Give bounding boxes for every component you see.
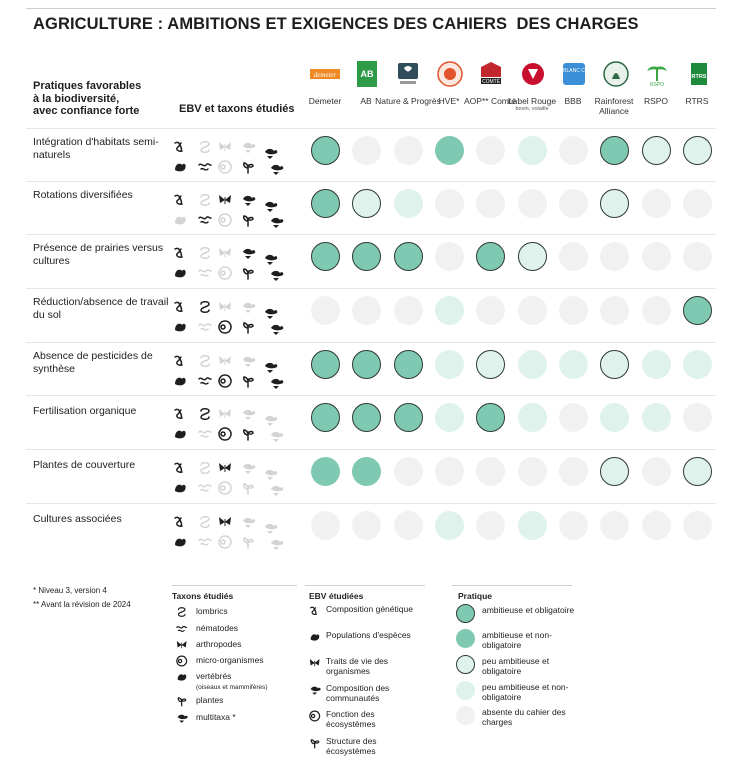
- multitaxa-icon: [269, 376, 285, 390]
- butterfly-icon: [218, 300, 234, 314]
- practice-cell: [476, 350, 505, 379]
- practice-cell: [394, 403, 423, 432]
- practice-cell: [642, 403, 671, 432]
- multitaxa-icon: [269, 268, 285, 282]
- practice-cell: [394, 457, 423, 486]
- ecosystem-function-icon: [309, 709, 325, 723]
- ecosystem-structure-icon: [309, 736, 325, 750]
- practice-cell: [559, 350, 588, 379]
- column-header-label: Demeter: [308, 96, 342, 106]
- practice-cell: [435, 189, 464, 218]
- practices-heading-line: à la biodiversité,: [33, 92, 120, 105]
- footnote: ** Avant la révision de 2024: [33, 600, 131, 609]
- multitaxa-icon: [241, 354, 257, 368]
- multitaxa-icon: [241, 407, 257, 421]
- species-populations-icon: [173, 266, 189, 280]
- taxons-legend-title: Taxons étudiés: [172, 591, 234, 601]
- practice-cell: [683, 403, 712, 432]
- ebv-legend-label: Populations d'espèces: [326, 630, 411, 640]
- practice-cell: [476, 242, 505, 271]
- butterfly-icon: [218, 515, 234, 529]
- rspo-logo-icon: [644, 60, 670, 88]
- microorganism-icon: [218, 427, 234, 441]
- practices-heading-line: Pratiques favorables: [33, 80, 142, 92]
- practice-cell: [518, 136, 547, 165]
- practice-legend-swatch: [456, 604, 475, 623]
- worm-icon: [198, 300, 214, 314]
- practice-cell: [435, 403, 464, 432]
- species-populations-icon: [173, 374, 189, 388]
- microorganism-icon: [218, 320, 234, 334]
- genetic-composition-icon: [173, 407, 189, 421]
- multitaxa-icon: [269, 215, 285, 229]
- practice-cell: [683, 511, 712, 540]
- ebv-legend-label: Traits de vie des organismes: [326, 656, 389, 676]
- column-header-label: AOP** Comté: [464, 96, 516, 106]
- practice-cell: [435, 136, 464, 165]
- row-divider: [26, 181, 716, 182]
- multitaxa-icon: [263, 521, 279, 535]
- legend-divider: [172, 585, 297, 586]
- row-label: Présence de prairies versus cultures: [33, 242, 164, 267]
- multitaxa-icon: [241, 300, 257, 314]
- practice-legend-label: absente du cahier des charges: [482, 707, 566, 727]
- practice-cell: [352, 350, 381, 379]
- practices-heading-line: avec confiance forte: [33, 105, 140, 117]
- nature-progres-logo-icon: [395, 60, 421, 88]
- practice-cell: [559, 511, 588, 540]
- practice-cell: [435, 296, 464, 325]
- ebv-legend-label: Structure des écosystèmes: [326, 736, 377, 756]
- nematode-icon: [198, 427, 214, 441]
- taxon-legend-label: vertébrés (oiseaux et mammifères): [196, 671, 268, 691]
- multitaxa-icon: [241, 140, 257, 154]
- top-rule: [26, 8, 716, 9]
- practice-cell: [683, 189, 712, 218]
- bbb-logo-text: BLEU BLANC COEUR: [548, 68, 600, 74]
- butterfly-icon: [218, 193, 234, 207]
- butterfly-icon: [218, 461, 234, 475]
- practice-cell: [476, 403, 505, 432]
- practice-cell: [642, 136, 671, 165]
- multitaxa-icon: [263, 360, 279, 374]
- plant-icon: [241, 213, 257, 227]
- practice-cell: [642, 350, 671, 379]
- ebv-legend-title: EBV étudiées: [309, 591, 364, 601]
- multitaxa-icon: [263, 252, 279, 266]
- multitaxa-icon: [241, 246, 257, 260]
- practice-cell: [518, 457, 547, 486]
- multitaxa-icon: [263, 146, 279, 160]
- multitaxa-icon: [241, 515, 257, 529]
- demeter-logo-icon: [312, 60, 338, 88]
- practice-cell: [559, 403, 588, 432]
- plant-icon: [241, 481, 257, 495]
- practice-legend-swatch: [456, 706, 475, 725]
- multitaxa-icon: [241, 193, 257, 207]
- multitaxa-icon: [241, 461, 257, 475]
- practice-cell: [394, 189, 423, 218]
- nematode-icon: [198, 535, 214, 549]
- multitaxa-icon: [263, 199, 279, 213]
- ebv-heading: EBV et taxons étudiés: [179, 103, 295, 115]
- row-label: Fertilisation organique: [33, 405, 137, 417]
- practice-cell: [352, 136, 381, 165]
- taxon-legend-label: plantes: [196, 695, 224, 705]
- practice-cell: [435, 242, 464, 271]
- multitaxa-icon: [263, 306, 279, 320]
- taxon-legend-label: micro-organismes: [196, 655, 264, 665]
- worm-icon: [198, 193, 214, 207]
- rainforest-alliance-logo-icon: [603, 60, 629, 88]
- taxon-legend-sub: (oiseaux et mammifères): [196, 684, 268, 691]
- multitaxa-icon: [269, 483, 285, 497]
- practice-cell: [642, 511, 671, 540]
- row-divider: [26, 288, 716, 289]
- microorganism-icon: [218, 213, 234, 227]
- multitaxa-icon: [176, 711, 192, 725]
- practice-cell: [642, 242, 671, 271]
- row-divider: [26, 342, 716, 343]
- species-populations-icon: [173, 535, 189, 549]
- comte-logo-text: COMTÉ: [481, 79, 501, 85]
- plant-icon: [241, 266, 257, 280]
- genetic-composition-icon: [173, 246, 189, 260]
- practice-cell: [435, 350, 464, 379]
- practice-cell: [394, 296, 423, 325]
- microorganism-icon: [218, 266, 234, 280]
- species-populations-icon: [173, 481, 189, 495]
- plant-icon: [176, 694, 192, 708]
- practice-cell: [476, 296, 505, 325]
- genetic-composition-icon: [173, 193, 189, 207]
- plant-icon: [241, 374, 257, 388]
- practice-cell: [352, 403, 381, 432]
- practice-cell: [518, 511, 547, 540]
- practice-cell: [435, 457, 464, 486]
- column-header-label: AB: [360, 96, 372, 106]
- multitaxa-icon: [263, 467, 279, 481]
- practice-cell: [642, 189, 671, 218]
- practice-cell: [311, 403, 340, 432]
- practice-cell: [394, 242, 423, 271]
- practice-cell: [518, 403, 547, 432]
- practice-legend-title: Pratique: [458, 591, 493, 601]
- practice-legend-label: ambitieuse et obligatoire: [482, 605, 575, 615]
- taxon-legend-label: multitaxa *: [196, 712, 236, 722]
- community-composition-icon: [309, 683, 325, 697]
- practice-legend-swatch: [456, 681, 475, 700]
- row-divider: [26, 449, 716, 450]
- practice-cell: [683, 242, 712, 271]
- label-rouge-logo-icon: [520, 60, 546, 88]
- genetic-composition-icon: [173, 515, 189, 529]
- microorganism-icon: [218, 535, 234, 549]
- practice-cell: [559, 136, 588, 165]
- butterfly-icon: [218, 140, 234, 154]
- page-title: AGRICULTURE : AMBITIONS ET EXIGENCES DES CAHIERS DES CHARGES: [33, 15, 639, 33]
- practice-cell: [600, 189, 629, 218]
- genetic-composition-icon: [173, 140, 189, 154]
- practice-cell: [683, 350, 712, 379]
- row-label: Cultures associées: [33, 513, 122, 525]
- column-header: [662, 96, 732, 106]
- genetic-composition-icon: [173, 461, 189, 475]
- worm-icon: [198, 407, 214, 421]
- ebv-legend-label: Fonction des écosystèmes: [326, 709, 376, 729]
- row-divider: [26, 234, 716, 235]
- species-populations-icon: [173, 213, 189, 227]
- row-label: Rotations diversifiées: [33, 189, 133, 201]
- column-header-label: Rainforest Alliance: [594, 96, 634, 116]
- practice-cell: [311, 189, 340, 218]
- multitaxa-icon: [269, 537, 285, 551]
- plant-icon: [241, 427, 257, 441]
- practice-cell: [600, 242, 629, 271]
- plant-icon: [241, 320, 257, 334]
- plant-icon: [241, 160, 257, 174]
- bird-icon: [176, 670, 192, 684]
- microorganism-icon: [218, 481, 234, 495]
- ebv-legend-label: Composition génétique: [326, 604, 413, 614]
- practice-legend-label: peu ambitieuse et obligatoire: [482, 656, 550, 676]
- ebv-legend-label: Composition des communautés: [326, 683, 390, 703]
- practice-cell: [600, 350, 629, 379]
- practice-cell: [642, 457, 671, 486]
- microorganism-icon: [218, 160, 234, 174]
- practice-cell: [311, 242, 340, 271]
- practice-cell: [476, 511, 505, 540]
- practice-cell: [394, 350, 423, 379]
- comte-logo-icon: [478, 60, 504, 88]
- row-label: Absence de pesticides de synthèse: [33, 350, 153, 375]
- column-header-label: RSPO: [643, 96, 669, 106]
- practice-cell: [435, 511, 464, 540]
- legend-divider: [305, 585, 425, 586]
- row-label: Intégration d'habitats semi-naturels: [33, 136, 159, 161]
- practice-cell: [683, 296, 712, 325]
- practice-cell: [352, 242, 381, 271]
- practice-legend-swatch: [456, 629, 475, 648]
- life-traits-icon: [309, 656, 325, 670]
- nematode-icon: [198, 266, 214, 280]
- row-divider: [26, 395, 716, 396]
- practice-cell: [352, 296, 381, 325]
- species-populations-icon: [309, 630, 325, 644]
- practice-cell: [642, 296, 671, 325]
- genetic-composition-icon: [173, 354, 189, 368]
- practice-cell: [518, 189, 547, 218]
- practice-cell: [352, 189, 381, 218]
- microorganism-icon: [176, 654, 192, 668]
- column-header-label: Label Rouge: [507, 96, 557, 106]
- worm-icon: [176, 605, 192, 619]
- plant-icon: [241, 535, 257, 549]
- row-divider: [26, 128, 716, 129]
- butterfly-icon: [218, 246, 234, 260]
- practice-cell: [476, 136, 505, 165]
- row-divider: [26, 503, 716, 504]
- column-header-label: HVE*: [438, 96, 460, 106]
- practice-cell: [559, 296, 588, 325]
- multitaxa-icon: [263, 413, 279, 427]
- rspo-logo-text: RSPO: [649, 82, 665, 88]
- practice-legend-label: peu ambitieuse et non-obligatoire: [482, 682, 569, 702]
- multitaxa-icon: [269, 162, 285, 176]
- butterfly-icon: [218, 407, 234, 421]
- worm-icon: [198, 354, 214, 368]
- footnote: * Niveau 3, version 4: [33, 586, 107, 595]
- practice-cell: [311, 136, 340, 165]
- species-populations-icon: [173, 427, 189, 441]
- practice-cell: [311, 511, 340, 540]
- taxon-legend-label: arthropodes: [196, 639, 242, 649]
- column-header-label: BBB: [564, 96, 582, 106]
- hve-logo-icon: [437, 60, 463, 88]
- practice-cell: [476, 457, 505, 486]
- practice-cell: [600, 296, 629, 325]
- rtrs-logo-text: RTRS: [691, 74, 707, 80]
- nematode-icon: [198, 160, 214, 174]
- butterfly-icon: [218, 354, 234, 368]
- practice-cell: [559, 457, 588, 486]
- practice-cell: [683, 136, 712, 165]
- multitaxa-icon: [269, 429, 285, 443]
- practice-cell: [559, 189, 588, 218]
- worm-icon: [198, 515, 214, 529]
- practice-cell: [311, 350, 340, 379]
- ab-logo-text: AB: [360, 69, 374, 79]
- nematode-icon: [198, 213, 214, 227]
- practice-legend-label: ambitieuse et non-obligatoire: [482, 630, 552, 650]
- practice-cell: [352, 457, 381, 486]
- practice-cell: [600, 136, 629, 165]
- butterfly-icon: [176, 638, 192, 652]
- row-label: Réduction/absence de travail du sol: [33, 296, 169, 321]
- worm-icon: [198, 140, 214, 154]
- practice-legend-swatch: [456, 655, 475, 674]
- row-label: Plantes de couverture: [33, 459, 136, 471]
- practice-cell: [600, 403, 629, 432]
- microorganism-icon: [218, 374, 234, 388]
- practice-cell: [311, 457, 340, 486]
- taxon-legend-label: nématodes: [196, 623, 239, 633]
- worm-icon: [198, 246, 214, 260]
- column-header-sub: bovin, volaille: [515, 106, 549, 112]
- taxon-legend-label: lombrics: [196, 606, 228, 616]
- practice-cell: [518, 296, 547, 325]
- practice-cell: [518, 350, 547, 379]
- multitaxa-icon: [269, 322, 285, 336]
- practice-cell: [476, 189, 505, 218]
- practice-cell: [600, 457, 629, 486]
- bbb-logo-icon: [548, 60, 600, 88]
- practice-cell: [394, 136, 423, 165]
- worm-icon: [198, 461, 214, 475]
- practice-cell: [683, 457, 712, 486]
- ab-logo-icon: [354, 60, 380, 88]
- practice-cell: [518, 242, 547, 271]
- practice-cell: [559, 242, 588, 271]
- genetic-composition-icon: [309, 604, 325, 618]
- practice-cell: [394, 511, 423, 540]
- legend-divider: [452, 585, 572, 586]
- nematode-icon: [198, 481, 214, 495]
- practice-cell: [352, 511, 381, 540]
- nematode-icon: [176, 622, 192, 636]
- demeter-logo-text: demeter: [313, 71, 337, 79]
- column-header-label: Nature & Progrès: [375, 96, 441, 106]
- species-populations-icon: [173, 160, 189, 174]
- column-header-label: RTRS: [685, 96, 709, 106]
- practice-cell: [311, 296, 340, 325]
- nematode-icon: [198, 374, 214, 388]
- nematode-icon: [198, 320, 214, 334]
- rtrs-logo-icon: [686, 60, 712, 88]
- practice-cell: [600, 511, 629, 540]
- species-populations-icon: [173, 320, 189, 334]
- practices-heading: [33, 80, 141, 118]
- genetic-composition-icon: [173, 300, 189, 314]
